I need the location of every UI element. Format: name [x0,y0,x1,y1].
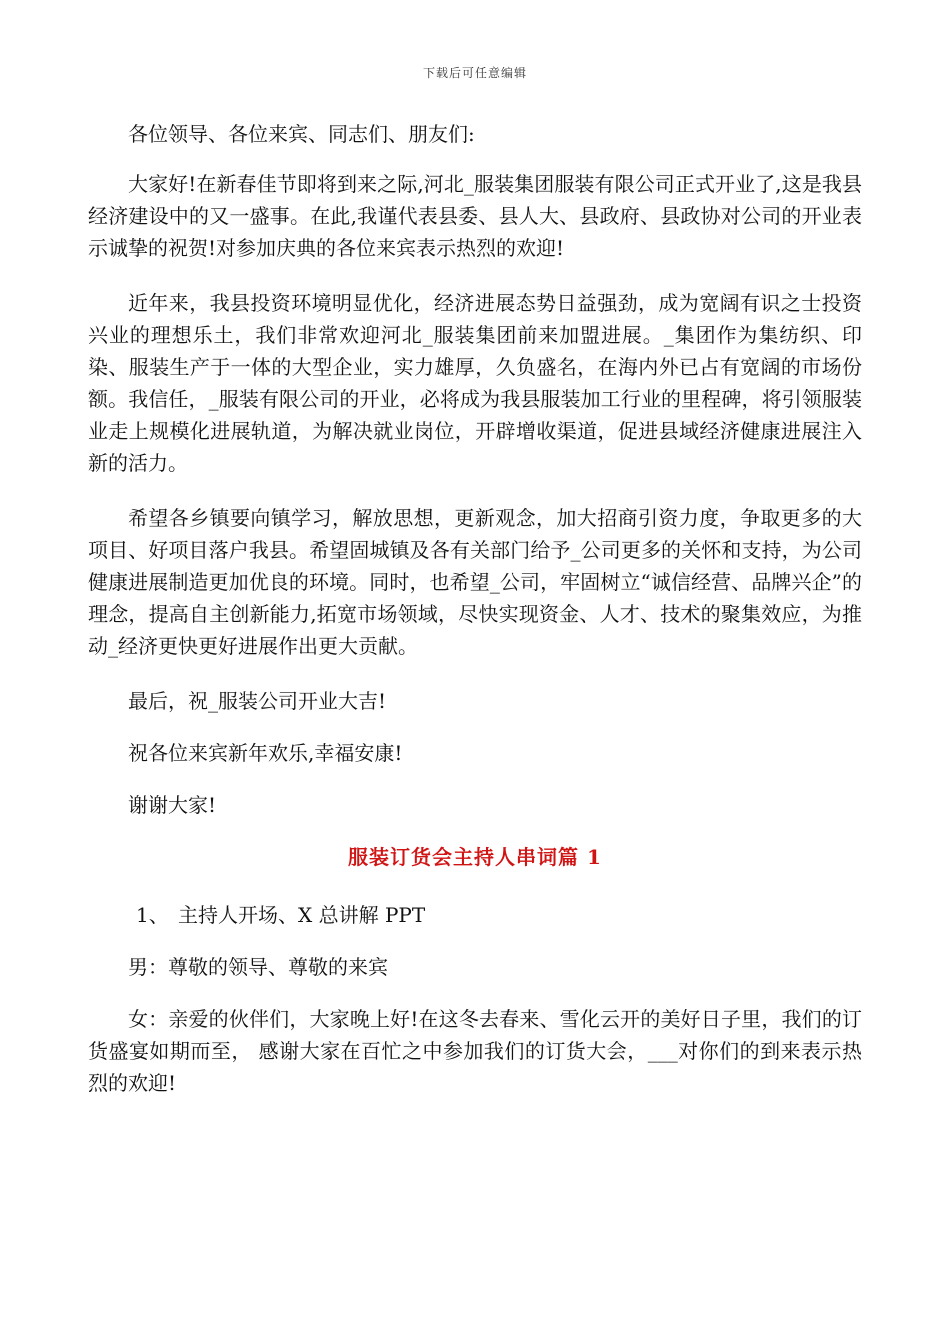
paragraph-new-year-wish: 祝各位来宾新年欢乐,幸福安康! [128,741,403,765]
paragraph-hope: 希望各乡镇要向镇学习，解放思想，更新观念，加大招商引资力度，争取更多的大项目、好项目落户我县。希望固城镇及各有关部门给予_公司更多的关怀和支持，为公司健康进展制造更加优良的环境。同时，也希望_公司，牢固树立“诚信经营、品牌兴企”的理念，提高自主创新能力,拓宽市场领域，尽快实现资金、人才、技术的聚集效应，为推动_经济更快更好进展作出更大贡献。 [88,506,862,658]
section-title: 服装订货会主持人串词篇 1 [348,845,602,869]
paragraph-closing-wish: 最后，祝_服装公司开业大吉! [128,689,387,713]
list-item-number: 1、 [136,903,169,927]
list-item-text: 主持人开场、X 总讲解 PPT [178,903,426,927]
paragraph-greeting: 大家好!在新春佳节即将到来之际,河北_服装集团服装有限公司正式开业了,这是我县经济建设中的又一盛事。在此,我谨代表县委、县人大、县政府、县政协对公司的开业表示诚挚的祝贺!对参加庆典的各位来宾表示热烈的欢迎! [88,172,862,260]
paragraph-thanks: 谢谢大家! [128,793,217,817]
page-header-note: 下载后可任意编辑 [422,66,527,80]
document-body [88,118,862,1099]
female-host-line: 女：亲爱的伙伴们，大家晚上好!在这冬去春来、雪化云开的美好日子里，我们的订货盛宴如期而至， 感谢大家在百忙之中参加我们的订货大会，___对你们的到来表示热烈的欢迎! [88,1007,862,1095]
salutation: 各位领导、各位来宾、同志们、朋友们: [128,122,475,146]
male-host-line: 男：尊敬的领导、尊敬的来宾 [128,955,388,979]
list-item [88,899,862,931]
paragraph-investment: 近年来，我县投资环境明显优化，经济进展态势日益强劲，成为宽阔有识之士投资兴业的理想乐土，我们非常欢迎河北_服装集团前来加盟进展。_集团作为集纺织、印染、服装生产于一体的大型企业，实力雄厚，久负盛名，在海内外已占有宽阔的市场份额。我信任，_服装有限公司的开业，必将成为我县服装加工行业的里程碑，将引领服装业走上规模化进展轨道，为解决就业岗位，开辟增收渠道，促进县域经济健康进展注入新的活力。 [88,291,862,475]
